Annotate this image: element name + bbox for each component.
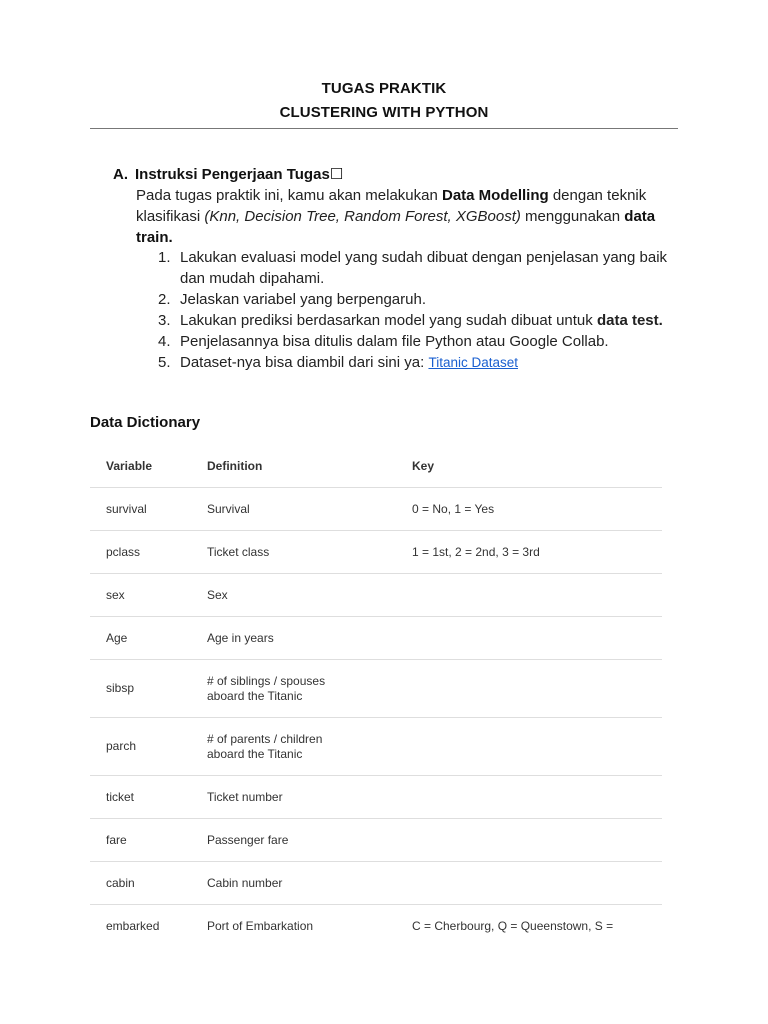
key-cell: [412, 819, 662, 862]
title-divider: [90, 128, 678, 129]
table-row: [90, 862, 662, 905]
key-cell: [412, 660, 662, 718]
definition-cell: Port of Embarkation: [207, 918, 314, 933]
column-header: Definition: [207, 445, 412, 488]
definition-cell: Survival: [207, 488, 412, 531]
task-item: [136, 352, 668, 373]
intro-paragraph: [136, 185, 668, 248]
document-subtitle: CLUSTERING WITH PYTHON: [279, 104, 489, 121]
column-header: Variable: [90, 445, 207, 488]
table-row: [90, 488, 662, 531]
table-row: [90, 776, 662, 819]
section-heading: [113, 165, 343, 183]
definition-cell: Ticket number: [207, 776, 412, 819]
task-text: Lakukan evaluasi model yang sudah dibuat dengan penjelasan yang baik dan mudah dipahami.: [180, 249, 668, 287]
task-list: [136, 247, 668, 373]
key-cell: [412, 617, 662, 660]
task-item: [136, 247, 668, 289]
variable-cell: cabin: [90, 862, 207, 905]
definition-text: # of parents / children aboard the Titanic: [207, 731, 323, 761]
task-number: 1.: [158, 249, 171, 266]
definition-cell: Sex: [207, 574, 412, 617]
table-row: [90, 574, 662, 617]
task-item: [136, 331, 668, 352]
definition-cell: Age in years: [207, 617, 412, 660]
data-dictionary-title: Data Dictionary: [90, 414, 201, 431]
variable-cell: sibsp: [90, 660, 207, 718]
table-row: [90, 617, 662, 660]
task-item: [136, 310, 668, 331]
table-row: [90, 660, 662, 718]
key-cell: 0 = No, 1 = Yes: [412, 488, 662, 531]
table-row: [90, 718, 662, 776]
variable-cell: pclass: [90, 531, 207, 574]
section-letter: A.: [113, 166, 128, 183]
task-item: [136, 289, 668, 310]
missing-glyph-icon: ☐: [329, 166, 344, 183]
table-row: [90, 905, 662, 948]
key-cell: [412, 862, 662, 905]
key-cell: [412, 574, 662, 617]
key-cell: 1 = 1st, 2 = 2nd, 3 = 3rd: [412, 531, 662, 574]
key-cell: C = Cherbourg, Q = Queenstown, S =: [412, 918, 614, 933]
task-text: Penjelasannya bisa ditulis dalam file Python atau Google Collab.: [180, 333, 609, 350]
key-cell: [412, 718, 662, 776]
intro-text: Pada tugas praktik ini, kamu akan melakukan: [136, 187, 442, 204]
variable-cell: Age: [90, 617, 207, 660]
definition-cell: [207, 718, 412, 776]
key-cell: [412, 776, 662, 819]
table-row: [90, 819, 662, 862]
task-number: 2.: [158, 291, 171, 308]
definition-cell: Ticket class: [207, 531, 412, 574]
variable-cell: sex: [90, 574, 207, 617]
titanic-dataset-link[interactable]: Titanic Dataset: [428, 355, 518, 370]
intro-emphasis: data train.: [136, 208, 656, 246]
definition-cell: [207, 660, 412, 718]
definition-text: # of siblings / spouses aboard the Titanic: [207, 673, 326, 703]
data-dictionary-table: [90, 445, 662, 947]
table-header-row: [90, 445, 662, 488]
task-number: 4.: [158, 333, 171, 350]
definition-cell: Cabin number: [207, 862, 412, 905]
variable-cell: fare: [90, 819, 207, 862]
task-number: 3.: [158, 312, 171, 329]
task-number: 5.: [158, 354, 171, 371]
task-emphasis: data test.: [596, 312, 663, 329]
column-header: Key: [412, 445, 662, 488]
intro-text: menggunakan: [520, 208, 625, 225]
section-heading-text: Instruksi Pengerjaan Tugas: [135, 166, 330, 183]
variable-cell: ticket: [90, 776, 207, 819]
definition-cell: Passenger fare: [207, 819, 412, 862]
document-title: TUGAS PRAKTIK: [321, 80, 447, 97]
task-text: Lakukan prediksi berdasarkan model yang sudah dibuat untuk: [180, 312, 597, 329]
variable-cell: parch: [90, 718, 207, 776]
intro-emphasis: Data Modelling: [442, 187, 549, 204]
task-text: Jelaskan variabel yang berpengaruh.: [180, 291, 426, 308]
variable-cell: embarked: [106, 918, 160, 933]
table-row: [90, 531, 662, 574]
intro-text: dengan teknik klasifikasi: [136, 187, 647, 225]
task-text: Dataset-nya bisa diambil dari sini ya:: [180, 354, 429, 371]
variable-cell: survival: [90, 488, 207, 531]
intro-methods: (Knn, Decision Tree, Random Forest, XGBoost): [204, 208, 521, 225]
